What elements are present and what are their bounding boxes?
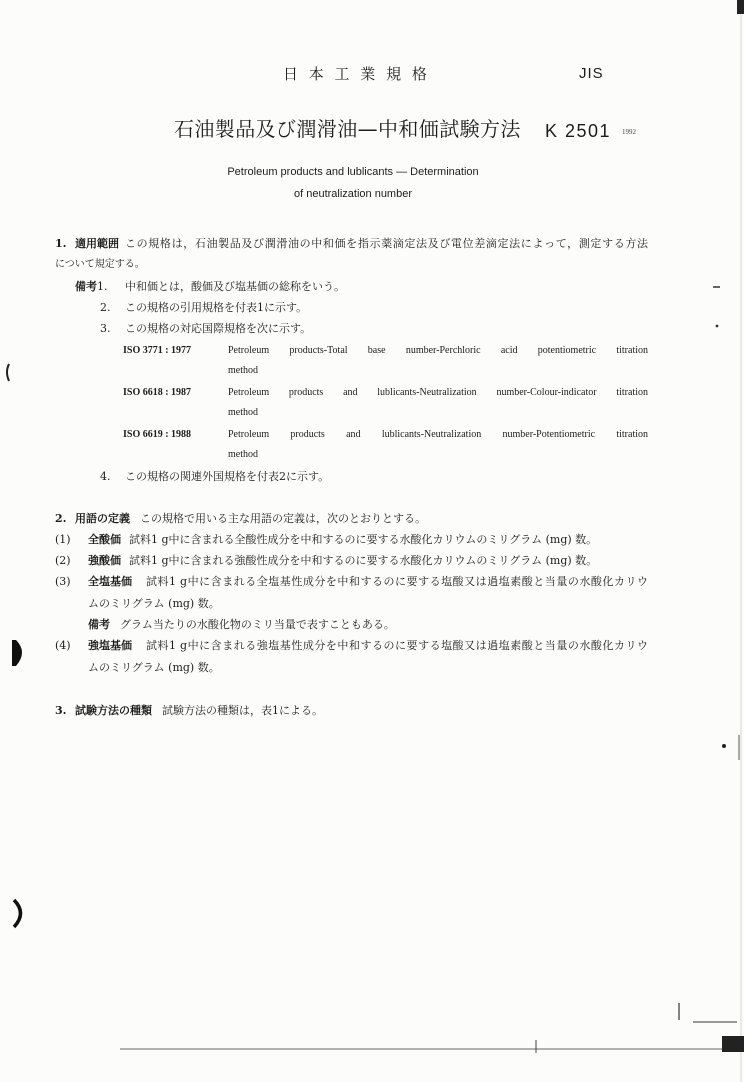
remark-1-number: 1.: [97, 280, 108, 293]
iso-standard-1-code: ISO 3771 : 1977: [123, 345, 192, 356]
term-4-number: (4): [55, 639, 71, 652]
standard-year: 1992: [622, 128, 636, 136]
iso-standard-2-title: Petroleum products and lublicants-Neutralization number-Colour-indicator titration: [228, 387, 648, 398]
standard-name: 日 本 工 業 規 格: [283, 65, 430, 83]
term-2-name: 強酸価: [88, 554, 121, 567]
scan-hole-mark-upper: [7, 364, 9, 381]
remark-2-text: この規格の引用規格を付表1に示す。: [125, 301, 308, 314]
title-japanese: 石油製品及び潤滑油—中和価試験方法: [174, 117, 521, 141]
remark-4-number: 4.: [100, 470, 111, 483]
term-3-note-text: グラム当たりの水酸化物のミリ当量で表すこともある。: [120, 618, 395, 631]
iso-standard-3-code: ISO 6619 : 1988: [123, 429, 192, 440]
remark-1-text: 中和価とは，酸価及び塩基価の総称をいう。: [125, 280, 345, 293]
iso-standard-1-title-cont: method: [228, 365, 258, 376]
standard-code: K 2501: [545, 121, 612, 141]
jis-badge: JIS: [579, 65, 604, 82]
scan-dot-mark-lower: [722, 744, 726, 748]
term-4-definition: 試料1 g中に含まれる強塩基性成分を中和するのに要する塩酸又は過塩素酸と当量の水酸化カリウ: [146, 639, 648, 652]
term-3-definition-cont: ムのミリグラム (mg) 数。: [88, 597, 220, 610]
iso-standard-2-title-cont: method: [228, 407, 258, 418]
remark-2-number: 2.: [100, 301, 111, 314]
term-1-name: 全酸価: [88, 533, 121, 546]
scan-hole-mark-middle: [12, 640, 22, 666]
iso-standard-1-title: Petroleum products-Total base number-Perchloric acid potentiometric titration: [228, 345, 648, 356]
section1-text-cont: について規定する。: [55, 259, 145, 270]
section1-heading: 適用範囲: [75, 237, 119, 250]
section2-heading: 用語の定義: [75, 512, 130, 525]
section1-text: この規格は，石油製品及び潤滑油の中和価を指示薬滴定法及び電位差滴定法によって，測定する方法: [125, 237, 648, 250]
iso-standard-3-title-cont: method: [228, 449, 258, 460]
term-1-definition: 試料1 g中に含まれる全酸性成分を中和するのに要する水酸化カリウムのミリグラム (mg) 数。: [129, 533, 598, 546]
remark-4-text: この規格の関連外国規格を付表2に示す。: [125, 470, 330, 483]
term-3-name: 全塩基価: [88, 575, 132, 588]
term-3-number: (3): [55, 575, 71, 588]
iso-standard-3-title: Petroleum products and lublicants-Neutralization number-Potentiometric titration: [228, 429, 648, 440]
scan-dot-mark: [716, 325, 719, 328]
scan-bottom-corner-block: [722, 1036, 744, 1052]
section2-number: 2.: [55, 512, 67, 525]
section3-number: 3.: [55, 704, 67, 717]
term-2-definition: 試料1 g中に含まれる強酸性成分を中和するのに要する水酸化カリウムのミリグラム (mg) 数。: [129, 554, 598, 567]
remarks-label: 備考: [75, 280, 97, 293]
remark-3-number: 3.: [100, 322, 111, 335]
term-3-note-label: 備考: [88, 618, 110, 631]
term-1-number: (1): [55, 533, 71, 546]
iso-standard-2-code: ISO 6618 : 1987: [123, 387, 192, 398]
term-4-name: 強塩基価: [88, 639, 132, 652]
title-english-line1: Petroleum products and lublicants — Determination: [227, 166, 479, 178]
section2-text: この規格で用いる主な用語の定義は，次のとおりとする。: [140, 512, 426, 525]
term-4-definition-cont: ムのミリグラム (mg) 数。: [88, 661, 220, 674]
term-2-number: (2): [55, 554, 71, 567]
section3-heading: 試験方法の種類: [75, 704, 152, 717]
remark-3-text: この規格の対応国際規格を次に示す。: [125, 322, 312, 335]
section3-text: 試験方法の種類は，表1による。: [162, 704, 323, 717]
term-3-definition: 試料1 g中に含まれる全塩基性成分を中和するのに要する塩酸又は過塩素酸と当量の水酸化カリウ: [146, 575, 648, 588]
section1-number: 1.: [55, 237, 67, 250]
scan-hole-mark-lower: [14, 900, 21, 927]
title-english-line2: of neutralization number: [293, 188, 412, 200]
scan-corner-mark: [737, 0, 744, 14]
